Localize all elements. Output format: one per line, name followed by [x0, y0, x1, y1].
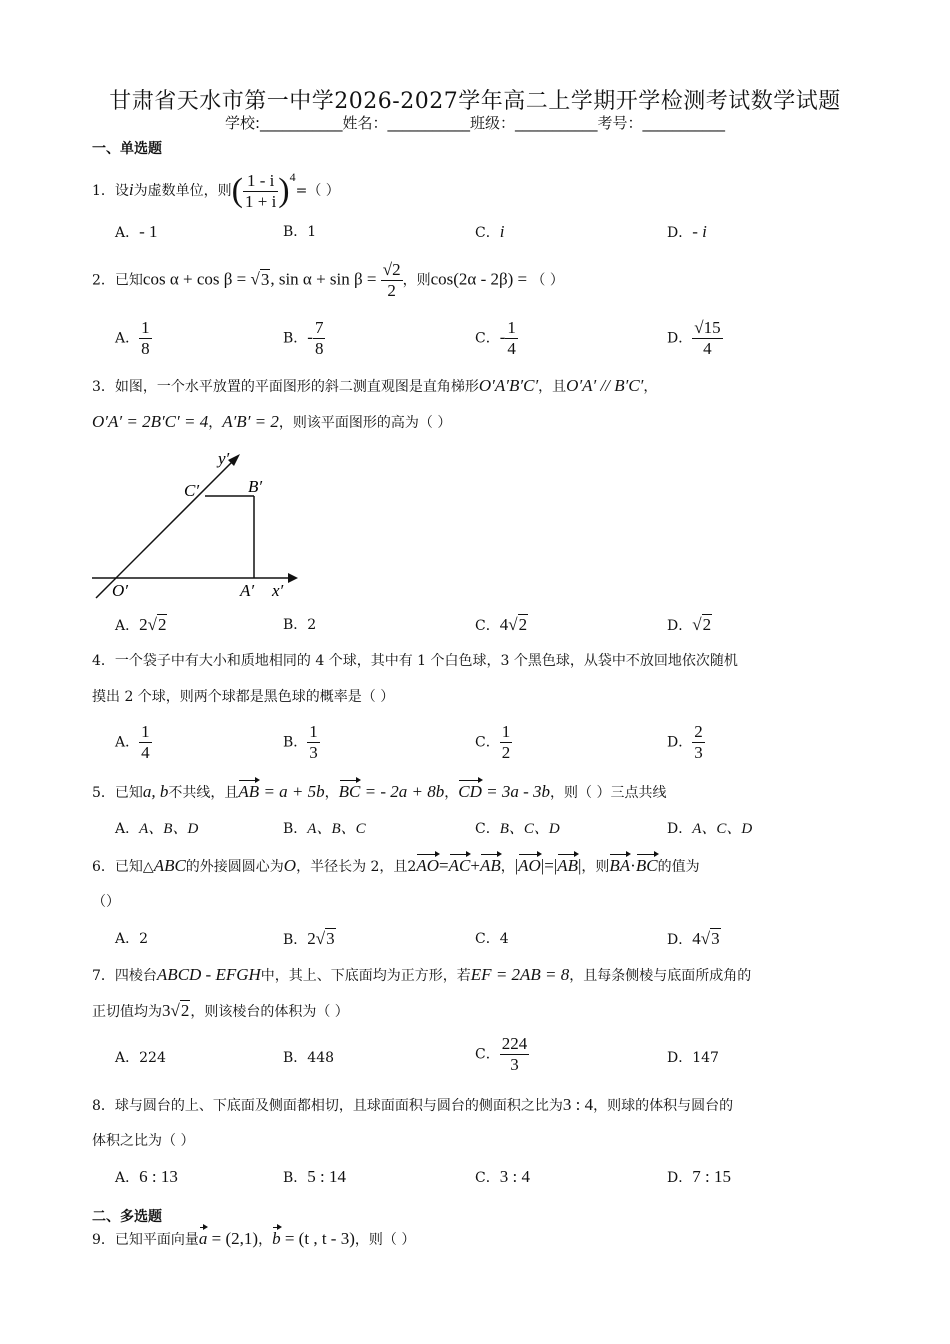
oblique-projection-diagram	[88, 446, 308, 604]
q1-option-c: C．i	[475, 222, 505, 241]
q5-option-b: B．A、B、C	[283, 821, 366, 837]
label-x-prime: x′	[272, 581, 284, 600]
label-o-prime: O′	[112, 581, 128, 600]
q1-option-d: D．- i	[667, 222, 707, 241]
q7-option-d: D．147	[667, 1050, 719, 1066]
q4-option-b: B． $\frac{1}{3}$	[283, 722, 318, 762]
q6-option-a: A．2	[115, 931, 149, 947]
q7-option-c: C． $\frac{224}{3}$	[475, 1034, 528, 1074]
question-3-line-2: O′A′ = 2B′C′ = 4，A′B′ = 2，则该平面图形的高为（ ）	[92, 412, 452, 431]
q1-option-a: A．- 1	[115, 222, 158, 241]
question-1: 1．设i为虚数单位，则( $\frac{1 - i}{1 + i}$ )$^4$=（ ）	[92, 170, 340, 211]
label-b-prime: B′	[248, 477, 263, 496]
q2-option-d: D． $\frac{√15}{4}$	[667, 318, 721, 358]
section-single-choice: 一、单选题	[92, 141, 162, 157]
section-multiple-choice: 二、多选题	[92, 1209, 162, 1225]
q3-option-d: D．√2	[667, 615, 712, 634]
question-8-line-1: 8．球与圆台的上、下底面及侧面都相切，且球面面积与圆台的侧面积之比为3 : 4，则球的体积与圆台的	[92, 1095, 734, 1114]
label-a-prime: A′	[240, 581, 255, 600]
question-3-line-1: 3．如图，一个水平放置的平面图形的斜二测直观图是直角梯形O′A′B′C′，且O′A′ // B′C′，	[92, 376, 658, 395]
q6-option-c: C．4	[475, 931, 509, 947]
x-axis-arrow	[288, 573, 298, 583]
q6-option-b: B．2√3	[283, 929, 335, 948]
q2-option-b: B．- $\frac{7}{8}$	[283, 318, 324, 358]
q1-option-b: B．1	[283, 224, 317, 240]
q5-option-c: C．B、C、D	[475, 821, 560, 837]
q2-option-c: C．- $\frac{1}{4}$	[475, 318, 516, 358]
question-9: 9．已知平面向量a = (2,1)，b = (t , t - 3)，则（ ）	[92, 1229, 416, 1248]
q8-option-d: D．7 : 15	[667, 1167, 731, 1186]
question-2: 2．已知cos α + cos β = √3, sin α + sin β = $\frac{√2}{2}$ ，则cos(2α - 2β) = （ ）	[92, 260, 564, 300]
q3-option-b: B．2	[283, 617, 317, 633]
q4-option-d: D． $\frac{2}{3}$	[667, 722, 703, 762]
question-8-line-2: 体积之比为（ ）	[92, 1133, 195, 1149]
question-4-line-2: 摸出 2 个球，则两个球都是黑色球的概率是（ ）	[92, 689, 395, 705]
question-6-line-1: 6．已知△ABC的外接圆圆心为O，半径长为 2，且2AO=AC+AB，|AO|=|AB|，则BA·BC的值为	[92, 856, 700, 875]
question-7-line-1: 7．四棱台ABCD - EFGH中，其上、下底面均为正方形，若EF = 2AB = 8，且每条侧棱与底面所成角的	[92, 965, 752, 984]
q4-option-a: A． $\frac{1}{4}$	[115, 722, 150, 762]
q8-option-a: A．6 : 13	[115, 1167, 178, 1186]
q5-option-a: A．A、B、D	[115, 821, 199, 837]
question-7-line-2: 正切值均为3√2，则该棱台的体积为（ ）	[92, 1001, 349, 1020]
page-title: 甘肃省天水市第一中学2026-2027学年高二上学期开学检测考试数学试题	[109, 89, 841, 114]
question-4-line-1: 4．一个袋子中有大小和质地相同的 4 个球，其中有 1 个白色球，3 个黑色球，从袋中不放回地依次随机	[92, 653, 738, 669]
q3-option-a: A．2√2	[115, 615, 167, 634]
q8-option-b: B．5 : 14	[283, 1167, 347, 1186]
label-c-prime: C′	[184, 481, 200, 500]
question-5: 5．已知a, b不共线，且AB = a + 5b，BC = - 2a + 8b，CD = 3a - 3b，则（ ）三点共线	[92, 782, 667, 801]
label-y-prime: y′	[218, 449, 230, 468]
question-6-line-2: （）	[92, 894, 120, 910]
student-info-line: 学校:___________姓名：___________班级：___________考号：___________	[224, 114, 726, 132]
q4-option-c: C． $\frac{1}{2}$	[475, 722, 511, 762]
q8-option-c: C．3 : 4	[475, 1167, 530, 1186]
q7-option-b: B．448	[283, 1050, 335, 1066]
q7-option-a: A．224	[115, 1050, 166, 1066]
q5-option-d: D．A、C、D	[667, 821, 753, 837]
q6-option-d: D．4√3	[667, 929, 720, 948]
q2-option-a: A． $\frac{1}{8}$	[115, 318, 150, 358]
q3-option-c: C．4√2	[475, 615, 528, 634]
